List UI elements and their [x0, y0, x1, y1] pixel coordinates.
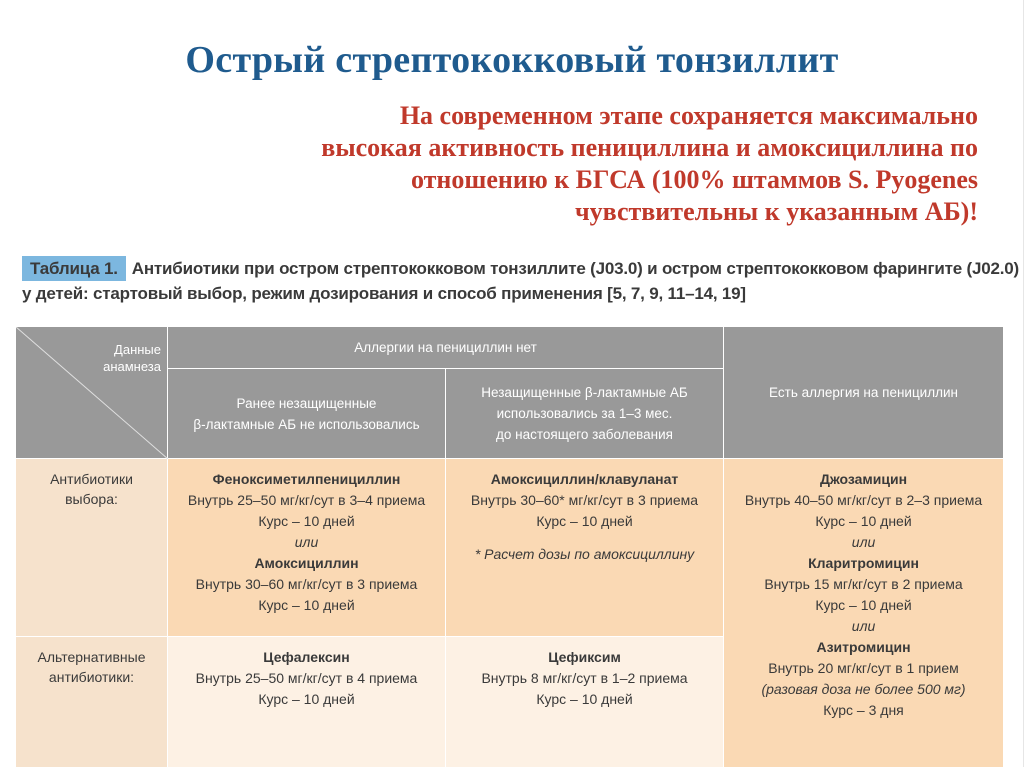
subheader-line: Незащищенные β-лактамные АБ: [481, 385, 688, 400]
subtitle-line: высокая активность пенициллина и амоксициллина по: [321, 133, 978, 162]
subheader-col1: [168, 369, 446, 459]
caption-text-1: Антибиотики при остром стрептококковом тонзиллите (J03.0) и остром стрептококковом фарингите (J02.0): [131, 259, 1019, 278]
drug-dose: Внутрь 25–50 мг/кг/сут в 4 приема: [195, 670, 418, 686]
cell-alternative-col2: [446, 637, 724, 767]
table-caption: [22, 256, 1019, 306]
subheader-col2: [446, 369, 724, 459]
or-separator: или: [851, 618, 876, 634]
caption-line-1: [22, 256, 1019, 281]
or-separator: или: [851, 534, 876, 550]
header-corner: [16, 327, 168, 459]
antibiotics-table: [15, 326, 1003, 767]
drug-name: Кларитромицин: [808, 555, 919, 571]
corner-label: [103, 341, 161, 375]
drug-name: Феноксиметилпенициллин: [212, 471, 401, 487]
drug-course: Курс – 3 дня: [823, 702, 904, 718]
drug-name: Джозамицин: [819, 471, 908, 487]
row-label-line: выбора:: [65, 491, 118, 507]
drug-course: Курс – 10 дней: [258, 691, 355, 707]
caption-text-2: у детей: стартовый выбор, режим дозирования и способ применения [5, 7, 9, 11–14, 19]: [22, 284, 746, 303]
header-no-allergy: Аллергии на пенициллин нет: [168, 327, 724, 369]
dose-note: * Расчет дозы по амоксициллину: [474, 546, 695, 562]
drug-dose: Внутрь 30–60* мг/кг/сут в 3 приема: [470, 492, 699, 508]
subtitle-line: чувствительны к указанным АБ)!: [574, 197, 978, 226]
drug-dose: Внутрь 15 мг/кг/сут в 2 приема: [764, 576, 963, 592]
table-badge: Таблица 1.: [22, 256, 126, 281]
cell-allergy: [724, 459, 1003, 767]
subheader-line: использовались за 1–3 мес.: [496, 406, 673, 421]
slide-subtitle: [120, 100, 978, 228]
drug-dose: Внутрь 25–50 мг/кг/сут в 3–4 приема: [187, 492, 426, 508]
drug-course: Курс – 10 дней: [815, 597, 912, 613]
drug-name: Цефиксим: [548, 649, 621, 665]
cell-alternative-col1: [168, 637, 446, 767]
antibiotics-table-wrap: [15, 326, 1003, 767]
slide-title: Острый стрептококковый тонзиллит: [185, 39, 839, 81]
or-separator: или: [294, 534, 319, 550]
row-label-choice: [16, 459, 168, 637]
drug-course: Курс – 10 дней: [536, 513, 633, 529]
drug-name: Цефалексин: [263, 649, 350, 665]
drug-name: Амоксициллин/клавуланат: [490, 471, 679, 487]
drug-course: Курс – 10 дней: [258, 513, 355, 529]
corner-label-line: Данные: [114, 342, 161, 357]
header-allergy: Есть аллергия на пенициллин: [724, 327, 1003, 459]
subheader-line: β-лактамные АБ не использовались: [193, 416, 420, 432]
drug-dose: Внутрь 30–60 мг/кг/сут в 3 приема: [195, 576, 418, 592]
subtitle-line: На современном этапе сохраняется максимально: [399, 101, 978, 130]
drug-name: Азитромицин: [816, 639, 911, 655]
corner-label-line: анамнеза: [103, 359, 161, 374]
row-label-alternative: [16, 637, 168, 767]
drug-course: Курс – 10 дней: [815, 513, 912, 529]
spacer: [446, 532, 723, 544]
subheader-line: до настоящего заболевания: [496, 427, 673, 442]
cell-choice-col1: [168, 459, 446, 637]
cell-choice-col2: [446, 459, 724, 637]
drug-dose: Внутрь 8 мг/кг/сут в 1–2 приема: [481, 670, 688, 686]
drug-course: Курс – 10 дней: [536, 691, 633, 707]
dose-note: (разовая доза не более 500 мг): [761, 681, 966, 697]
row-label-line: Антибиотики: [50, 471, 133, 487]
subheader-line: Ранее незащищенные: [236, 395, 377, 411]
drug-course: Курс – 10 дней: [258, 597, 355, 613]
drug-dose: Внутрь 40–50 мг/кг/сут в 2–3 приема: [744, 492, 983, 508]
drug-dose: Внутрь 20 мг/кг/сут в 1 прием: [768, 660, 959, 676]
row-label-line: Альтернативные: [37, 649, 146, 665]
row-label-line: антибиотики:: [48, 669, 135, 685]
subtitle-line: отношению к БГСА (100% штаммов S. Pyogenes: [410, 165, 978, 194]
drug-name: Амоксициллин: [254, 555, 359, 571]
